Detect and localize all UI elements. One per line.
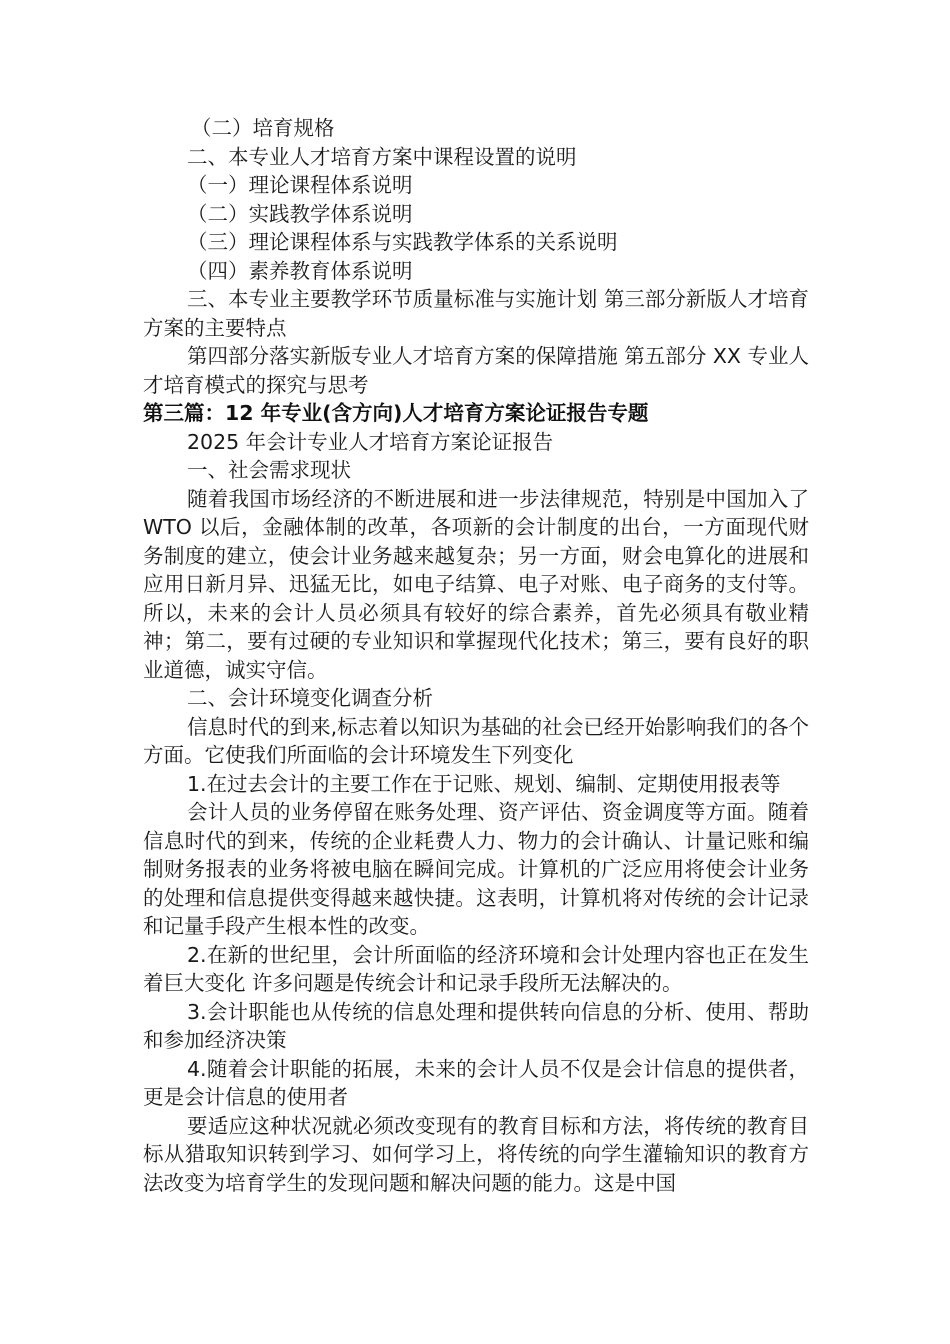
section-social-demand-title: 一、社会需求现状 — [187, 458, 351, 482]
point-3: 3.会计职能也从传统的信息处理和提供转向信息的分析、使用、帮助和参加经济决策 — [143, 999, 809, 1052]
outline-sub-relation: （三）理论课程体系与实践教学体系的关系说明 — [187, 230, 618, 254]
article-heading: 第三篇：12 年专业(含方向)人才培育方案论证报告专题 — [143, 401, 649, 425]
point-2: 2.在新的世纪里，会计所面临的经济环境和会计处理内容也正在发生着巨大变化 许多问题是传统会计和记录手段所无法解决的。 — [143, 942, 809, 995]
document-page — [143, 114, 809, 1197]
outline-sub-quality: （四）素养教育体系说明 — [187, 258, 413, 283]
section-environment-title: 二、会计环境变化调查分析 — [187, 686, 433, 710]
point-4: 4.随着会计职能的拓展，未来的会计人员不仅是会计信息的提供者，更是会计信息的使用者 — [143, 1056, 809, 1109]
outline-part-4-5: 第四部分落实新版专业人才培育方案的保障措施 第五部分 XX 专业人才培育模式的探究与思考 — [143, 344, 809, 397]
outline-item-training-spec: （二）培育规格 — [191, 116, 335, 140]
paragraph-accounting-work: 会计人员的业务停留在账务处理、资产评估、资金调度等方面。随着信息时代的到来，传统的企业耗费人力、物力的会计确认、计量记账和编制财务报表的业务将被电脑在瞬间完成。计算机的广泛应用将使会计业务的处理和信息提供变得越来越快捷。这表明，计算机将对传统的会计记录和记量手段产生根本性的改变。 — [143, 800, 809, 938]
paragraph-information-age: 信息时代的到来,标志着以知识为基础的社会已经开始影响我们的各个方面。它使我们所面临的会计环境发生下列变化 — [143, 714, 809, 767]
outline-sub-theory: （一）理论课程体系说明 — [187, 173, 413, 197]
point-1: 1.在过去会计的主要工作在于记账、规划、编制、定期使用报表等 — [187, 771, 781, 796]
paragraph-social-demand: 随着我国市场经济的不断进展和进一步法律规范，特别是中国加入了 WTO 以后，金融体制的改革，各项新的会计制度的出台，一方面现代财务制度的建立，使会计业务越来越复杂；另一方面，财会电算化的进展和应用日新月异、迅猛无比，如电子结算、电子对账、电子商务的支付等。所以，未来的会计人员必须具有较好的综合素养，首先必须具有敬业精神；第二，要有过硬的专业知识和掌握现代化技术；第三，要有良好的职业道德，诚实守信。 — [143, 486, 809, 682]
report-title: 2025 年会计专业人才培育方案论证报告 — [187, 429, 554, 454]
paragraph-education-goals: 要适应这种状况就必须改变现有的教育目标和方法，将传统的教育目标从猎取知识转到学习、如何学习上，将传统的向学生灌输知识的教育方法改变为培育学生的发现问题和解决问题的能力。这是中国 — [143, 1113, 809, 1195]
outline-sub-practice: （二）实践教学体系说明 — [187, 201, 413, 226]
outline-section-standards: 三、本专业主要教学环节质量标准与实施计划 第三部分新版人才培育方案的主要特点 — [143, 287, 809, 340]
outline-section-course-setup: 二、本专业人才培育方案中课程设置的说明 — [187, 144, 577, 169]
